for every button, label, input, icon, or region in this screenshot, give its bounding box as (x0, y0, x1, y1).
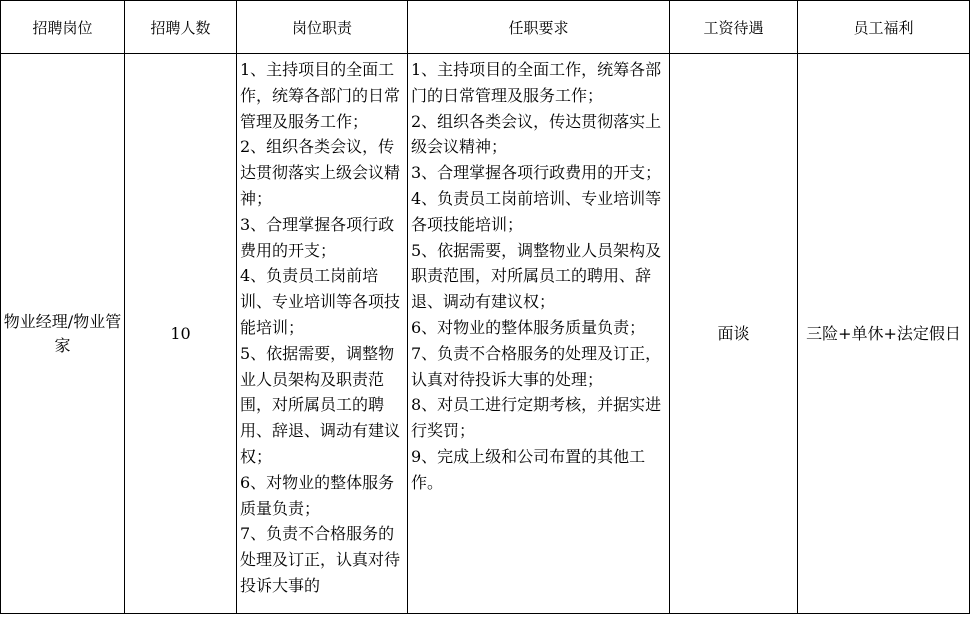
requirement-item: 2、组织各类会议，传达贯彻落实上级会议精神； (411, 111, 662, 157)
requirement-item: 3、合理掌握各项行政费用的开支； (411, 163, 662, 183)
requirement-item: 7、负责不合格服务的处理及订正，认真对待投诉大事的处理； (411, 343, 662, 389)
requirement-item: 1、主持项目的全面工作，统筹各部门的日常管理及服务工作； (411, 60, 662, 105)
count-cell: 10 (125, 54, 237, 614)
header-benefits: 员工福利 (798, 1, 970, 54)
duty-item: 7、负责不合格服务的处理及订正，认真对待投诉大事的 (240, 524, 401, 595)
requirement-item: 6、对物业的整体服务质量负责； (411, 317, 646, 337)
duty-item: 6、对物业的整体服务质量负责； (240, 472, 395, 518)
salary-cell: 面谈 (670, 54, 798, 614)
duties-cell (237, 54, 408, 614)
duty-item: 4、负责员工岗前培训、专业培训等各项技能培训； (240, 266, 401, 337)
header-row (1, 1, 970, 54)
table-row (1, 54, 970, 614)
position-cell: 物业经理/物业管家 (1, 54, 125, 614)
header-salary: 工资待遇 (670, 1, 798, 54)
requirement-item: 4、负责员工岗前培训、专业培训等各项技能培训； (411, 188, 662, 234)
duty-item: 1、主持项目的全面工作，统筹各部门的日常管理及服务工作； (240, 60, 401, 131)
benefits-cell: 三险+单休+法定假日 (798, 54, 970, 614)
duty-item: 5、依据需要，调整物业人员架构及职责范围，对所属员工的聘用、辞退、调动有建议权； (240, 343, 401, 466)
requirement-item: 5、依据需要，调整物业人员架构及职责范围，对所属员工的聘用、辞退、调动有建议权； (411, 240, 662, 312)
requirement-item: 8、对员工进行定期考核，并据实进行奖罚； (411, 395, 662, 441)
header-count: 招聘人数 (125, 1, 237, 54)
header-position: 招聘岗位 (1, 1, 125, 54)
header-requirements: 任职要求 (408, 1, 670, 54)
header-duties: 岗位职责 (237, 1, 408, 54)
requirement-item: 9、完成上级和公司布置的其他工作。 (411, 446, 646, 492)
requirements-cell (408, 54, 670, 614)
duty-item: 2、组织各类会议，传达贯彻落实上级会议精神； (240, 137, 401, 208)
duty-item: 3、合理掌握各项行政费用的开支； (240, 214, 395, 260)
